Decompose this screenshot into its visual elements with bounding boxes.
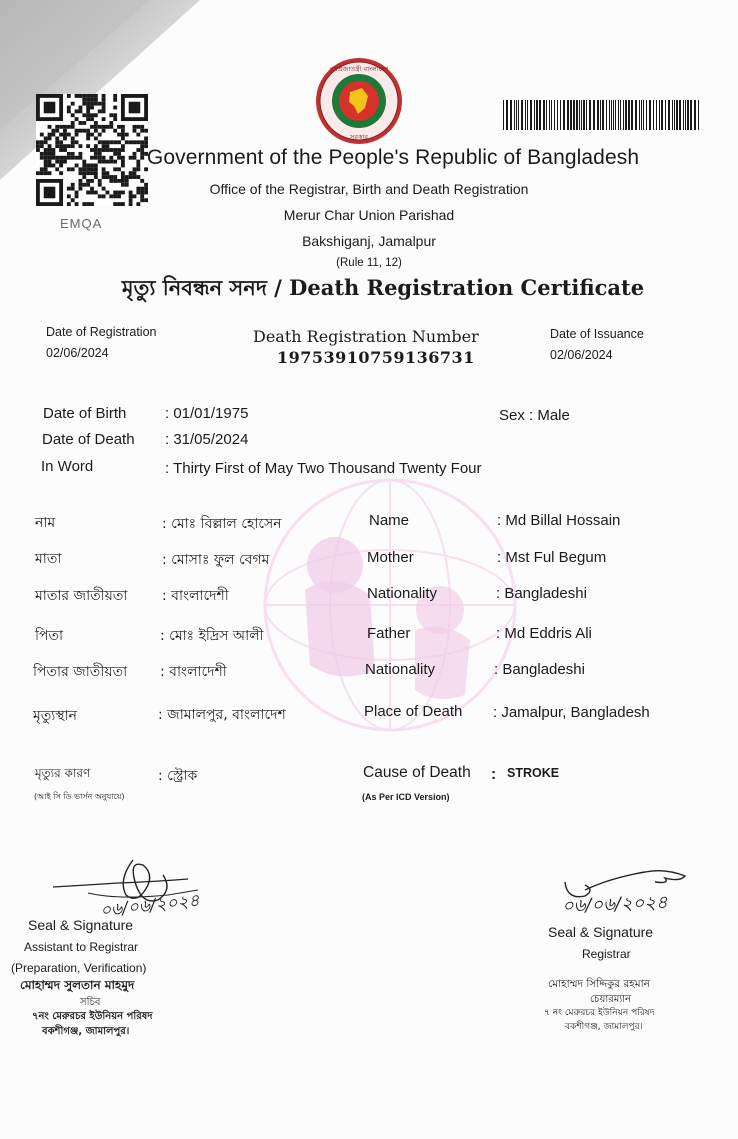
registration-date-value: 02/06/2024	[46, 346, 109, 360]
watermark-emblem	[255, 470, 525, 740]
father-label: Father	[367, 625, 411, 642]
registration-number-label: Death Registration Number	[253, 327, 479, 346]
father-bn-value: : মোঃ ইদ্রিস আলী	[160, 628, 264, 644]
registration-number-value: 19753910759136731	[277, 348, 475, 367]
place-of-death-bn-label: মৃত্যুস্থান	[33, 708, 78, 724]
seal-text-top: গণপ্রজাতন্ত্রী বাংলাদেশ	[329, 65, 389, 73]
mother-nationality-bn-value: : বাংলাদেশী	[162, 588, 229, 604]
certificate-title: মৃত্যু নিবন্ধন সনদ / Death Registration Certificate	[121, 275, 645, 300]
cause-value: STROKE	[507, 766, 560, 780]
registrar-role: Registrar	[582, 947, 631, 961]
cause-bn-subtitle: (আই সি ডি ভার্সন অনুযায়ে)	[34, 792, 125, 801]
assistant-stamp-designation: সচিব	[80, 997, 101, 1008]
mother-nationality-bn-label: মাতার জাতীয়তা	[35, 588, 128, 604]
name-value: : Md Billal Hossain	[497, 512, 621, 529]
sex-value: Sex : Male	[499, 407, 570, 424]
assistant-stamp-place: বকশীগঞ্জ, জামালপুর।	[42, 1026, 130, 1037]
issuance-date-label: Date of Issuance	[550, 327, 644, 341]
cause-bn-label: মৃত্যুর কারণ	[35, 766, 91, 780]
assistant-stamp-office: ৭নং মেরুরচর ইউনিয়ন পরিষদ	[32, 1011, 153, 1022]
assistant-role-detail: (Preparation, Verification)	[11, 961, 147, 975]
dob-label: Date of Birth	[43, 405, 127, 422]
union-parishad: Merur Char Union Parishad	[283, 207, 455, 223]
registrar-seal-label: Seal & Signature	[548, 924, 654, 940]
seal-text-bottom: সরকার	[350, 133, 368, 141]
father-nationality-label: Nationality	[365, 661, 436, 678]
mother-bn-value: : মোসাঃ ফুল বেগম	[162, 552, 270, 568]
father-value: : Md Eddris Ali	[496, 625, 592, 642]
assistant-seal-label: Seal & Signature	[28, 917, 134, 933]
place-of-death-bn-value: : জামালপুর, বাংলাদেশ	[158, 707, 286, 723]
barcode-icon	[503, 100, 701, 130]
name-bn-value: : মোঃ বিল্লাল হোসেন	[162, 516, 282, 532]
father-nationality-value: : Bangladeshi	[494, 661, 585, 678]
mother-label: Mother	[367, 549, 414, 566]
registration-date-label: Date of Registration	[46, 325, 157, 339]
district-name: Bakshiganj, Jamalpur	[302, 233, 436, 249]
government-title: Government of the People's Republic of Bangladesh	[146, 146, 640, 169]
qr-caption: EMQA	[60, 216, 103, 231]
name-bn-label: নাম	[35, 515, 56, 531]
registrar-stamp-designation: চেয়ারম্যান	[590, 994, 632, 1005]
inword-label: In Word	[41, 458, 94, 475]
registrar-stamp-place: বকশীগঞ্জ, জামালপুর।	[565, 1022, 643, 1032]
inword-value: : Thirty First of May Two Thousand Twenty Four	[165, 460, 482, 477]
father-nationality-bn-label: পিতার জাতীয়তা	[33, 664, 128, 680]
place-of-death-label: Place of Death	[364, 703, 463, 720]
cause-bn-value: : স্ট্রোক	[158, 768, 198, 784]
assistant-role: Assistant to Registrar	[24, 940, 139, 954]
registrar-stamp-office: ৭ নং মেরুরচর ইউনিয়ন পরিষদ	[544, 1008, 655, 1018]
cause-label: Cause of Death	[363, 764, 471, 781]
dod-label: Date of Death	[42, 431, 135, 448]
registrar-office: Office of the Registrar, Birth and Death Registration	[209, 181, 529, 197]
issuance-date-value: 02/06/2024	[550, 348, 613, 362]
mother-bn-label: মাতা	[35, 551, 62, 567]
assistant-stamp-name: মোহাম্মদ সুলতান মাহমুদ	[20, 978, 135, 992]
assistant-date-scrawl: ০৬/০৬/২০২৪	[99, 890, 201, 922]
dob-value: : 01/01/1975	[165, 405, 249, 422]
cause-colon: :	[491, 766, 497, 783]
rule-reference: (Rule 11, 12)	[336, 257, 402, 269]
cause-subtitle: (As Per ICD Version)	[362, 792, 450, 802]
dod-value: : 31/05/2024	[165, 431, 249, 448]
mother-nationality-label: Nationality	[367, 585, 438, 602]
registrar-stamp-name: মোহাম্মদ সিদ্দিকুর রহমান	[548, 978, 650, 990]
father-nationality-bn-value: : বাংলাদেশী	[160, 664, 227, 680]
registrar-date-scrawl: ০৬/০৬/২০২৪	[561, 892, 669, 917]
father-bn-label: পিতা	[35, 628, 64, 644]
place-of-death-value: : Jamalpur, Bangladesh	[493, 704, 650, 721]
name-label: Name	[369, 512, 410, 529]
mother-nationality-value: : Bangladeshi	[496, 585, 587, 602]
mother-value: : Mst Ful Begum	[497, 549, 607, 566]
government-seal-icon	[314, 56, 404, 146]
